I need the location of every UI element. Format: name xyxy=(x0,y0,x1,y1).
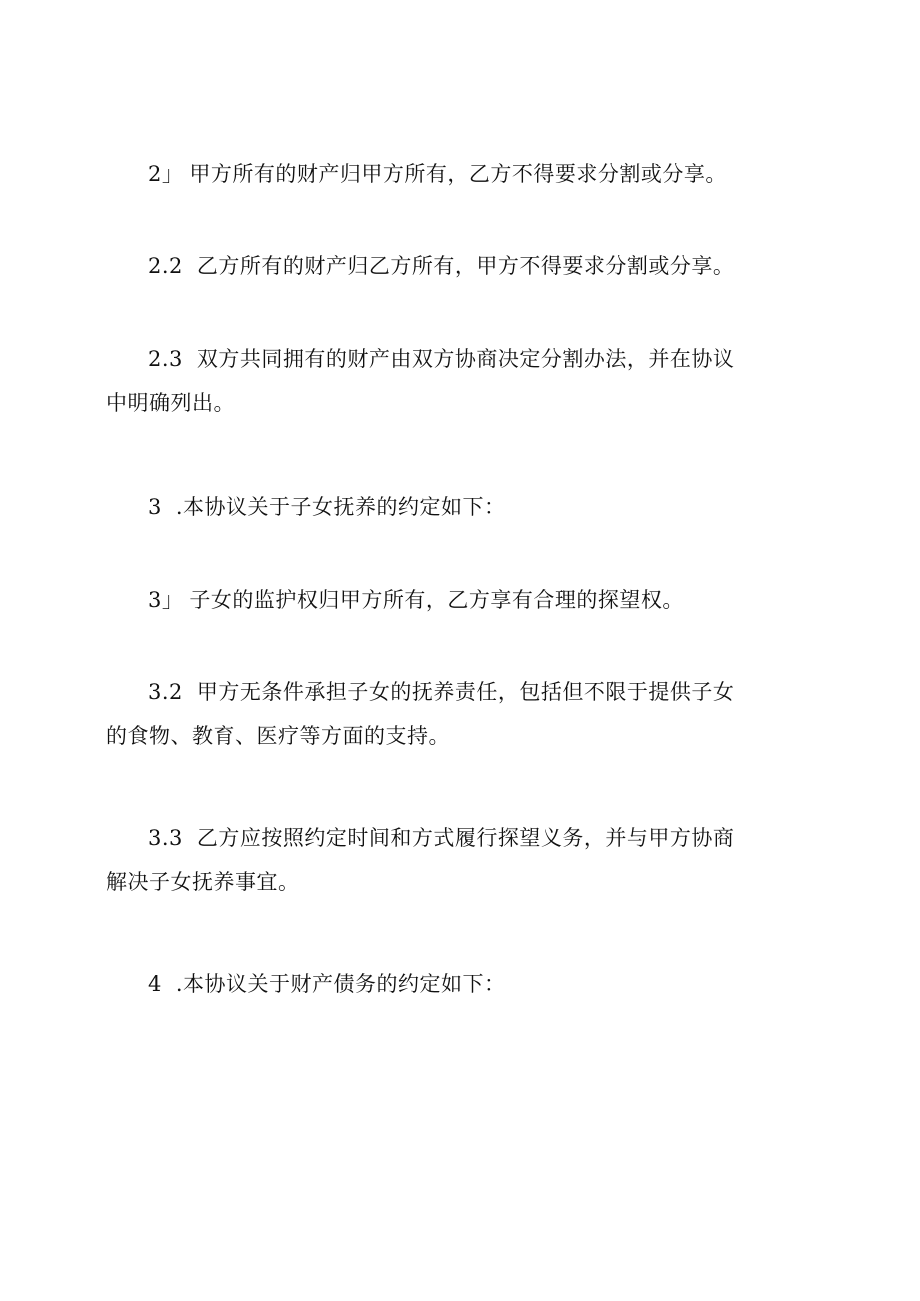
clause-line xyxy=(106,386,782,421)
clause-text: 甲方无条件承担子女的抚养责任，包括但不限于提供子女 xyxy=(196,680,735,704)
section-text: .本协议关于财产债务的约定如下： xyxy=(175,972,506,996)
clause-text: 的食物、教育、医疗等方面的支持。 xyxy=(106,724,450,748)
clause-line xyxy=(106,342,782,377)
clause-text: 解决子女抚养事宜。 xyxy=(106,870,300,894)
clause-text: 乙方应按照约定时间和方式履行探望义务，并与甲方协商 xyxy=(196,826,735,850)
clause-line xyxy=(106,583,782,618)
clause-number: 3.3 xyxy=(148,826,183,850)
clause-line xyxy=(106,490,782,525)
clause-text: 双方共同拥有的财产由双方协商决定分割办法，并在协议 xyxy=(196,347,735,371)
section-number: 4 xyxy=(148,972,162,996)
clause-line xyxy=(106,865,782,900)
clause-3-3 xyxy=(106,821,782,900)
section-number: 3 xyxy=(148,495,162,519)
clause-2-1 xyxy=(106,157,782,192)
section-text: .本协议关于子女抚养的约定如下： xyxy=(175,495,506,519)
clause-text: 甲方所有的财产归甲方所有，乙方不得要求分割或分享。 xyxy=(189,162,727,186)
clause-number: 2.3 xyxy=(148,347,183,371)
clause-text: 乙方所有的财产归乙方所有，甲方不得要求分割或分享。 xyxy=(196,254,735,278)
clause-number: 3.2 xyxy=(148,680,183,704)
clause-line xyxy=(106,249,782,284)
clause-number: 3」 xyxy=(148,588,184,612)
clause-number: 2.2 xyxy=(148,254,183,278)
clause-line xyxy=(106,967,782,1002)
clause-2-3 xyxy=(106,342,782,421)
clause-3-1 xyxy=(106,583,782,618)
section-4-heading xyxy=(106,967,782,1002)
clause-line xyxy=(106,157,782,192)
clause-text: 中明确列出。 xyxy=(106,391,235,415)
clause-3-2 xyxy=(106,675,782,754)
clause-2-2 xyxy=(106,249,782,284)
section-3-heading xyxy=(106,490,782,525)
clause-line xyxy=(106,675,782,710)
clause-line xyxy=(106,821,782,856)
clause-text: 子女的监护权归甲方所有，乙方享有合理的探望权。 xyxy=(189,588,684,612)
clause-line xyxy=(106,719,782,754)
clause-number: 2」 xyxy=(148,162,184,186)
